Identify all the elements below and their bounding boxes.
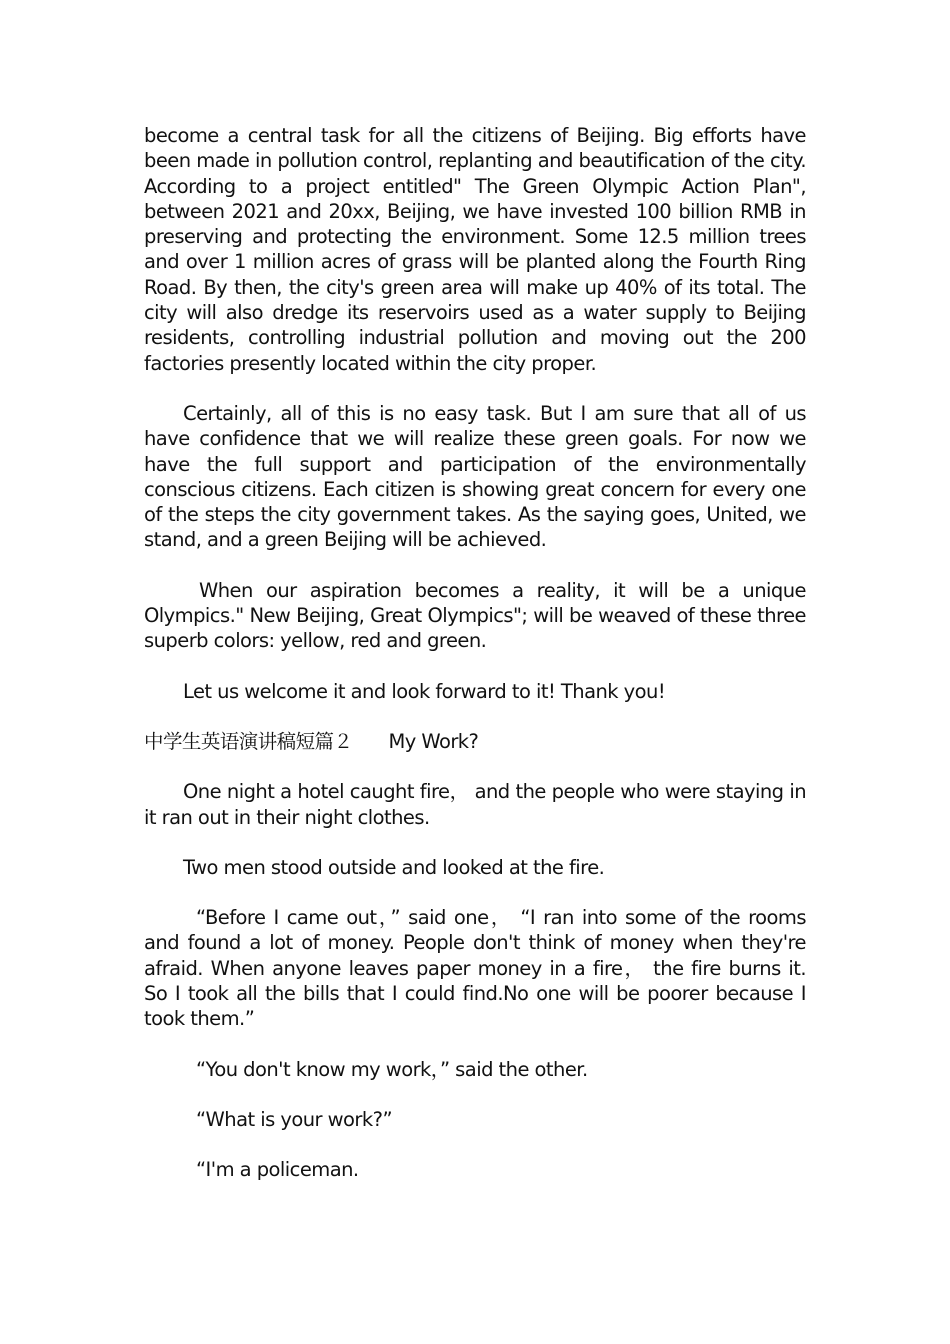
paragraph-confidence: Certainly, all of this is no easy task. But I am sure that all of us have confidence that we will realize these green goals. For now we have the full support and participation of the environmentally conscious citizens. Each citizen is showing great concern for every one of the steps the city government takes. As the saying goes, United, we stand, and a green Beijing will be achieved.: [144, 401, 806, 552]
paragraph-aspiration: When our aspiration becomes a reality, it will be a unique Olympics." New Beijing, Great Olympics"; will be weaved of these three superb colors: yellow, red and green.: [144, 578, 806, 653]
story-paragraph-policeman: “I'm a policeman.: [196, 1158, 359, 1182]
section-heading: [144, 729, 806, 754]
section-heading-label: 中学生英语演讲稿短篇２: [144, 729, 353, 753]
document-page: [144, 123, 806, 1208]
paragraph-thank-you: Let us welcome it and look forward to it! Thank you!: [183, 679, 666, 703]
section-heading-title: My Work?: [388, 729, 479, 753]
story-paragraph-two-men: Two men stood outside and looked at the fire.: [183, 855, 605, 879]
story-paragraph-my-work: “You don't know my work，” said the other.: [196, 1057, 588, 1081]
story-paragraph-hotel-fire: One night a hotel caught fire， and the people who were staying in it ran out in their night clothes.: [144, 780, 806, 829]
story-paragraph-question: “What is your work?”: [196, 1107, 392, 1131]
story-paragraph-money: “Before I came out，” said one， “I ran into some of the rooms and found a lot of money. People don't think of money when they're afraid. When anyone leaves paper money in a fire， the fire burns it. So I took all the bills that I could find.No one will be poorer because I took them.”: [144, 906, 806, 1031]
paragraph-green-olympics: become a central task for all the citizens of Beijing. Big efforts have been made in pollution control, replanting and beautification of the city. According to a project entitled" The Green Olympic Action Plan", between 2021 and 20xx, Beijing, we have invested 100 billion RMB in preserving and protecting the environment. Some 12.5 million trees and over 1 million acres of grass will be planted along the Fourth Ring Road. By then, the city's green area will make up 40% of its total. The city will also dredge its reservoirs used as a water supply to Beijing residents, controlling industrial pollution and moving out the 200 factories presently located within the city proper.: [144, 124, 806, 375]
